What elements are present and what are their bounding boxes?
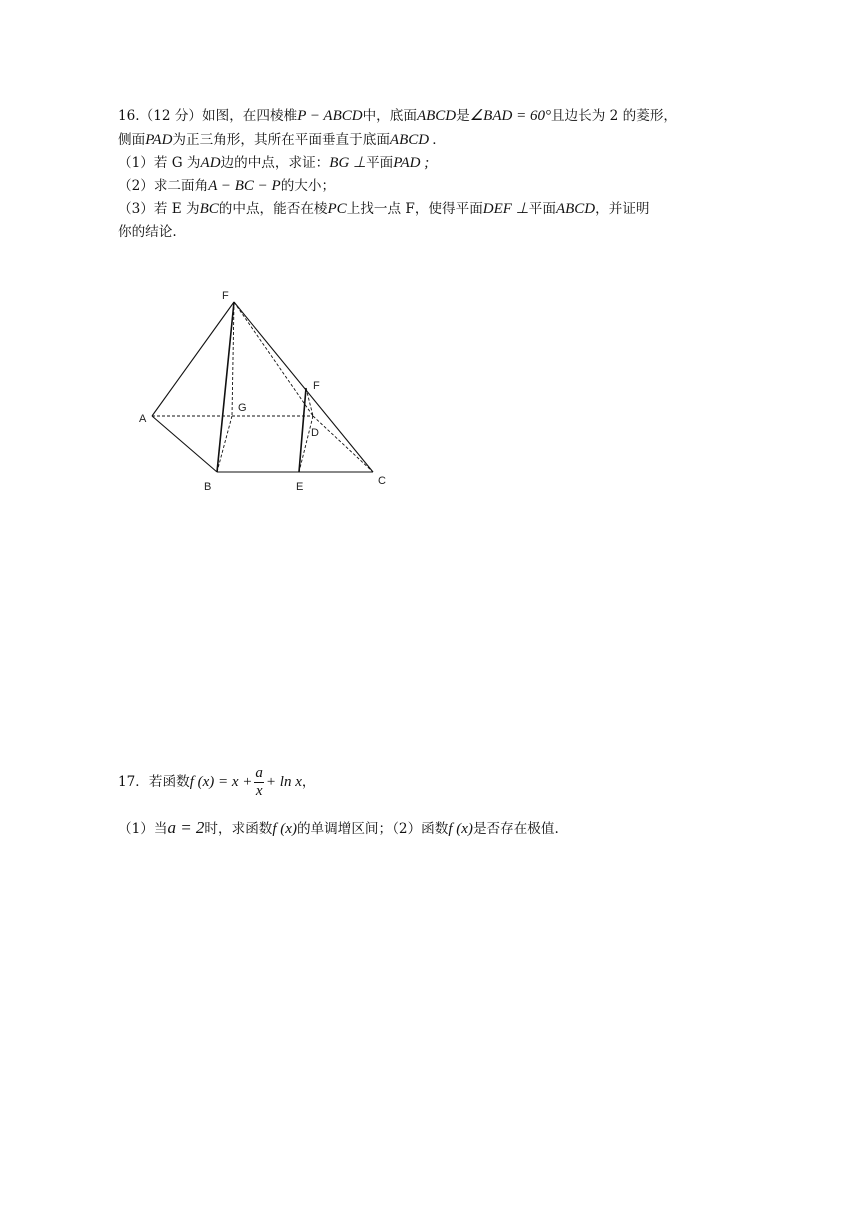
q16-line-1: 16.（12 分）如图，在四棱椎P − ABCD中，底面ABCD是∠BAD = 60°且边长为 2 的菱形， [118,108,678,124]
math-function-tail: + ln x [265,774,302,790]
math-condition: a = 2 [167,818,205,837]
math-fx-1: f (x) [272,821,297,837]
q17-line-1: 17．若函数f (x) = x + $\frac{a}{x}$ + ln x， [118,765,316,799]
math-def: DEF ⊥ [482,201,529,217]
label-e: E [296,481,304,493]
q16-line-5: （3）若 E 为BC的中点，能否在棱PC上找一点 F，使得平面DEF ⊥平面ABCD，并证明 [118,201,650,217]
q16-line-4: （2）求二面角A − BC − P的大小； [118,178,336,194]
math-pad: PAD [145,132,173,148]
math-pc: PC [327,201,347,217]
label-apex: F [222,290,229,302]
q17-line-2: （1）当a = 2时，求函数f (x)的单调增区间；（2）函数f (x)是否存在极值. [118,818,559,837]
math-bg: BG ⊥ [329,155,367,171]
math-angle: ∠BAD = 60° [469,108,551,124]
math-dihedral: A − BC − P [208,178,281,194]
math-base: ABCD [416,108,457,124]
math-pyramid: P − ABCD [297,108,363,124]
fraction-a-over-x: $\frac{a}{x}$ [255,765,263,799]
label-a: A [139,413,147,425]
edge-apex-c [234,302,373,472]
math-bc: BC [199,201,219,217]
math-base-2: ABCD . [389,132,437,148]
math-abcd-3: ABCD [555,201,596,217]
math-ad: AD [200,155,221,171]
label-f: F [313,380,320,392]
edge-apex-a [152,302,234,416]
math-pad-2: PAD ; [393,155,430,171]
label-c: C [378,475,386,487]
label-g: G [238,402,247,414]
edge-d-c-hidden [313,416,373,472]
math-function: f (x) = x + [189,774,253,790]
edge-a-b [152,416,217,472]
label-d: D [311,427,319,439]
pyramid-figure [130,282,400,498]
math-fx-2: f (x) [448,821,473,837]
q16-line-3: （1）若 G 为AD边的中点，求证：BG ⊥平面PAD ; [118,155,430,171]
edge-apex-b [217,302,234,472]
label-b: B [204,481,212,493]
edge-apex-d-hidden [234,302,313,416]
q16-line-6: 你的结论. [118,224,177,240]
q16-line-2: 侧面PAD为正三角形，其所在平面垂直于底面ABCD . [118,132,437,148]
